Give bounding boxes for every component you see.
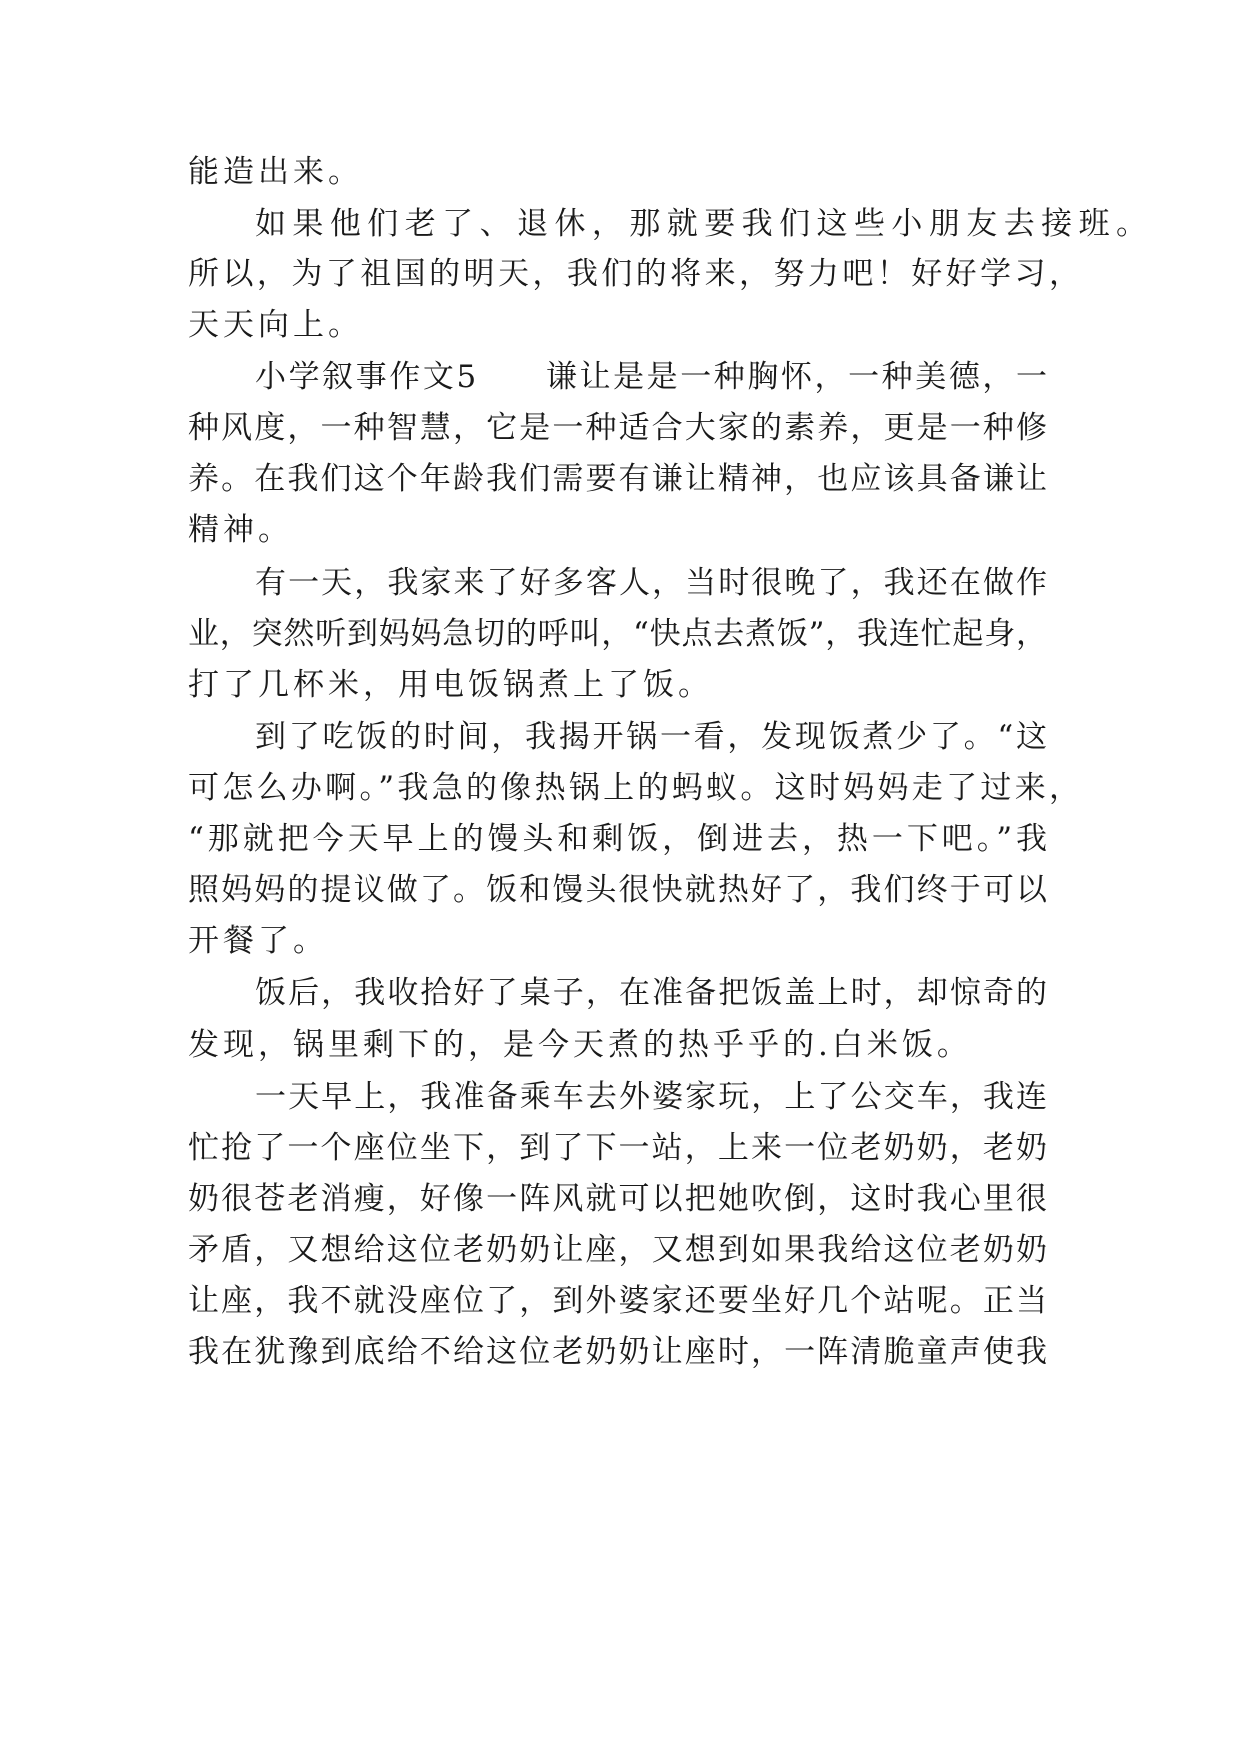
paragraph-start: 饭后，我收拾好了桌子，在准备把饭盖上时，却惊奇的 (255, 975, 1047, 1011)
text-line: 种风度，一种智慧，它是一种适合大家的素养，更是一种修 (188, 410, 1047, 446)
text-line: 开餐了。 (188, 923, 328, 959)
text-line: 忙抢了一个座位坐下，到了下一站，上来一位老奶奶，老奶 (188, 1130, 1047, 1166)
text-line: “那就把今天早上的馒头和剩饭，倒进去，热一下吧。”我 (188, 821, 1047, 857)
section-heading-line: 小学叙事作文5 谦让是是一种胸怀，一种美德，一 (255, 359, 1047, 395)
text-line: 能造出来。 (188, 154, 363, 190)
text-line: 业，突然听到妈妈急切的呼叫，“快点去煮饭”，我连忙起身， (188, 616, 1047, 652)
text-line: 可怎么办啊。”我急的像热锅上的蚂蚁。这时妈妈走了过来， (188, 770, 1080, 806)
paragraph-start: 到了吃饭的时间，我揭开锅一看，发现饭煮少了。“这 (255, 719, 1047, 755)
paragraph-start: 有一天，我家来了好多客人，当时很晚了，我还在做作 (255, 565, 1047, 601)
paragraph-start: 一天早上，我准备乘车去外婆家玩，上了公交车，我连 (255, 1079, 1047, 1115)
text-line: 养。在我们这个年龄我们需要有谦让精神，也应该具备谦让 (188, 461, 1047, 497)
paragraph-start: 如果他们老了、退休，那就要我们这些小朋友去接班。 (255, 206, 1147, 242)
text-line: 所以，为了祖国的明天，我们的将来，努力吧！好好学习， (188, 256, 1080, 292)
text-line: 打了几杯米，用电饭锅煮上了饭。 (188, 667, 713, 703)
text-line: 奶很苍老消瘦，好像一阵风就可以把她吹倒，这时我心里很 (188, 1181, 1047, 1217)
text-line: 矛盾，又想给这位老奶奶让座，又想到如果我给这位老奶奶 (188, 1232, 1047, 1268)
text-line: 发现，锅里剩下的，是今天煮的热乎乎的.白米饭。 (188, 1027, 972, 1063)
text-line: 照妈妈的提议做了。饭和馒头很快就热好了，我们终于可以 (188, 872, 1047, 908)
text-line: 天天向上。 (188, 307, 363, 343)
text-line: 让座，我不就没座位了，到外婆家还要坐好几个站呢。正当 (188, 1283, 1047, 1319)
text-line: 精神。 (188, 512, 293, 548)
text-line: 我在犹豫到底给不给这位老奶奶让座时，一阵清脆童声使我 (188, 1334, 1047, 1370)
